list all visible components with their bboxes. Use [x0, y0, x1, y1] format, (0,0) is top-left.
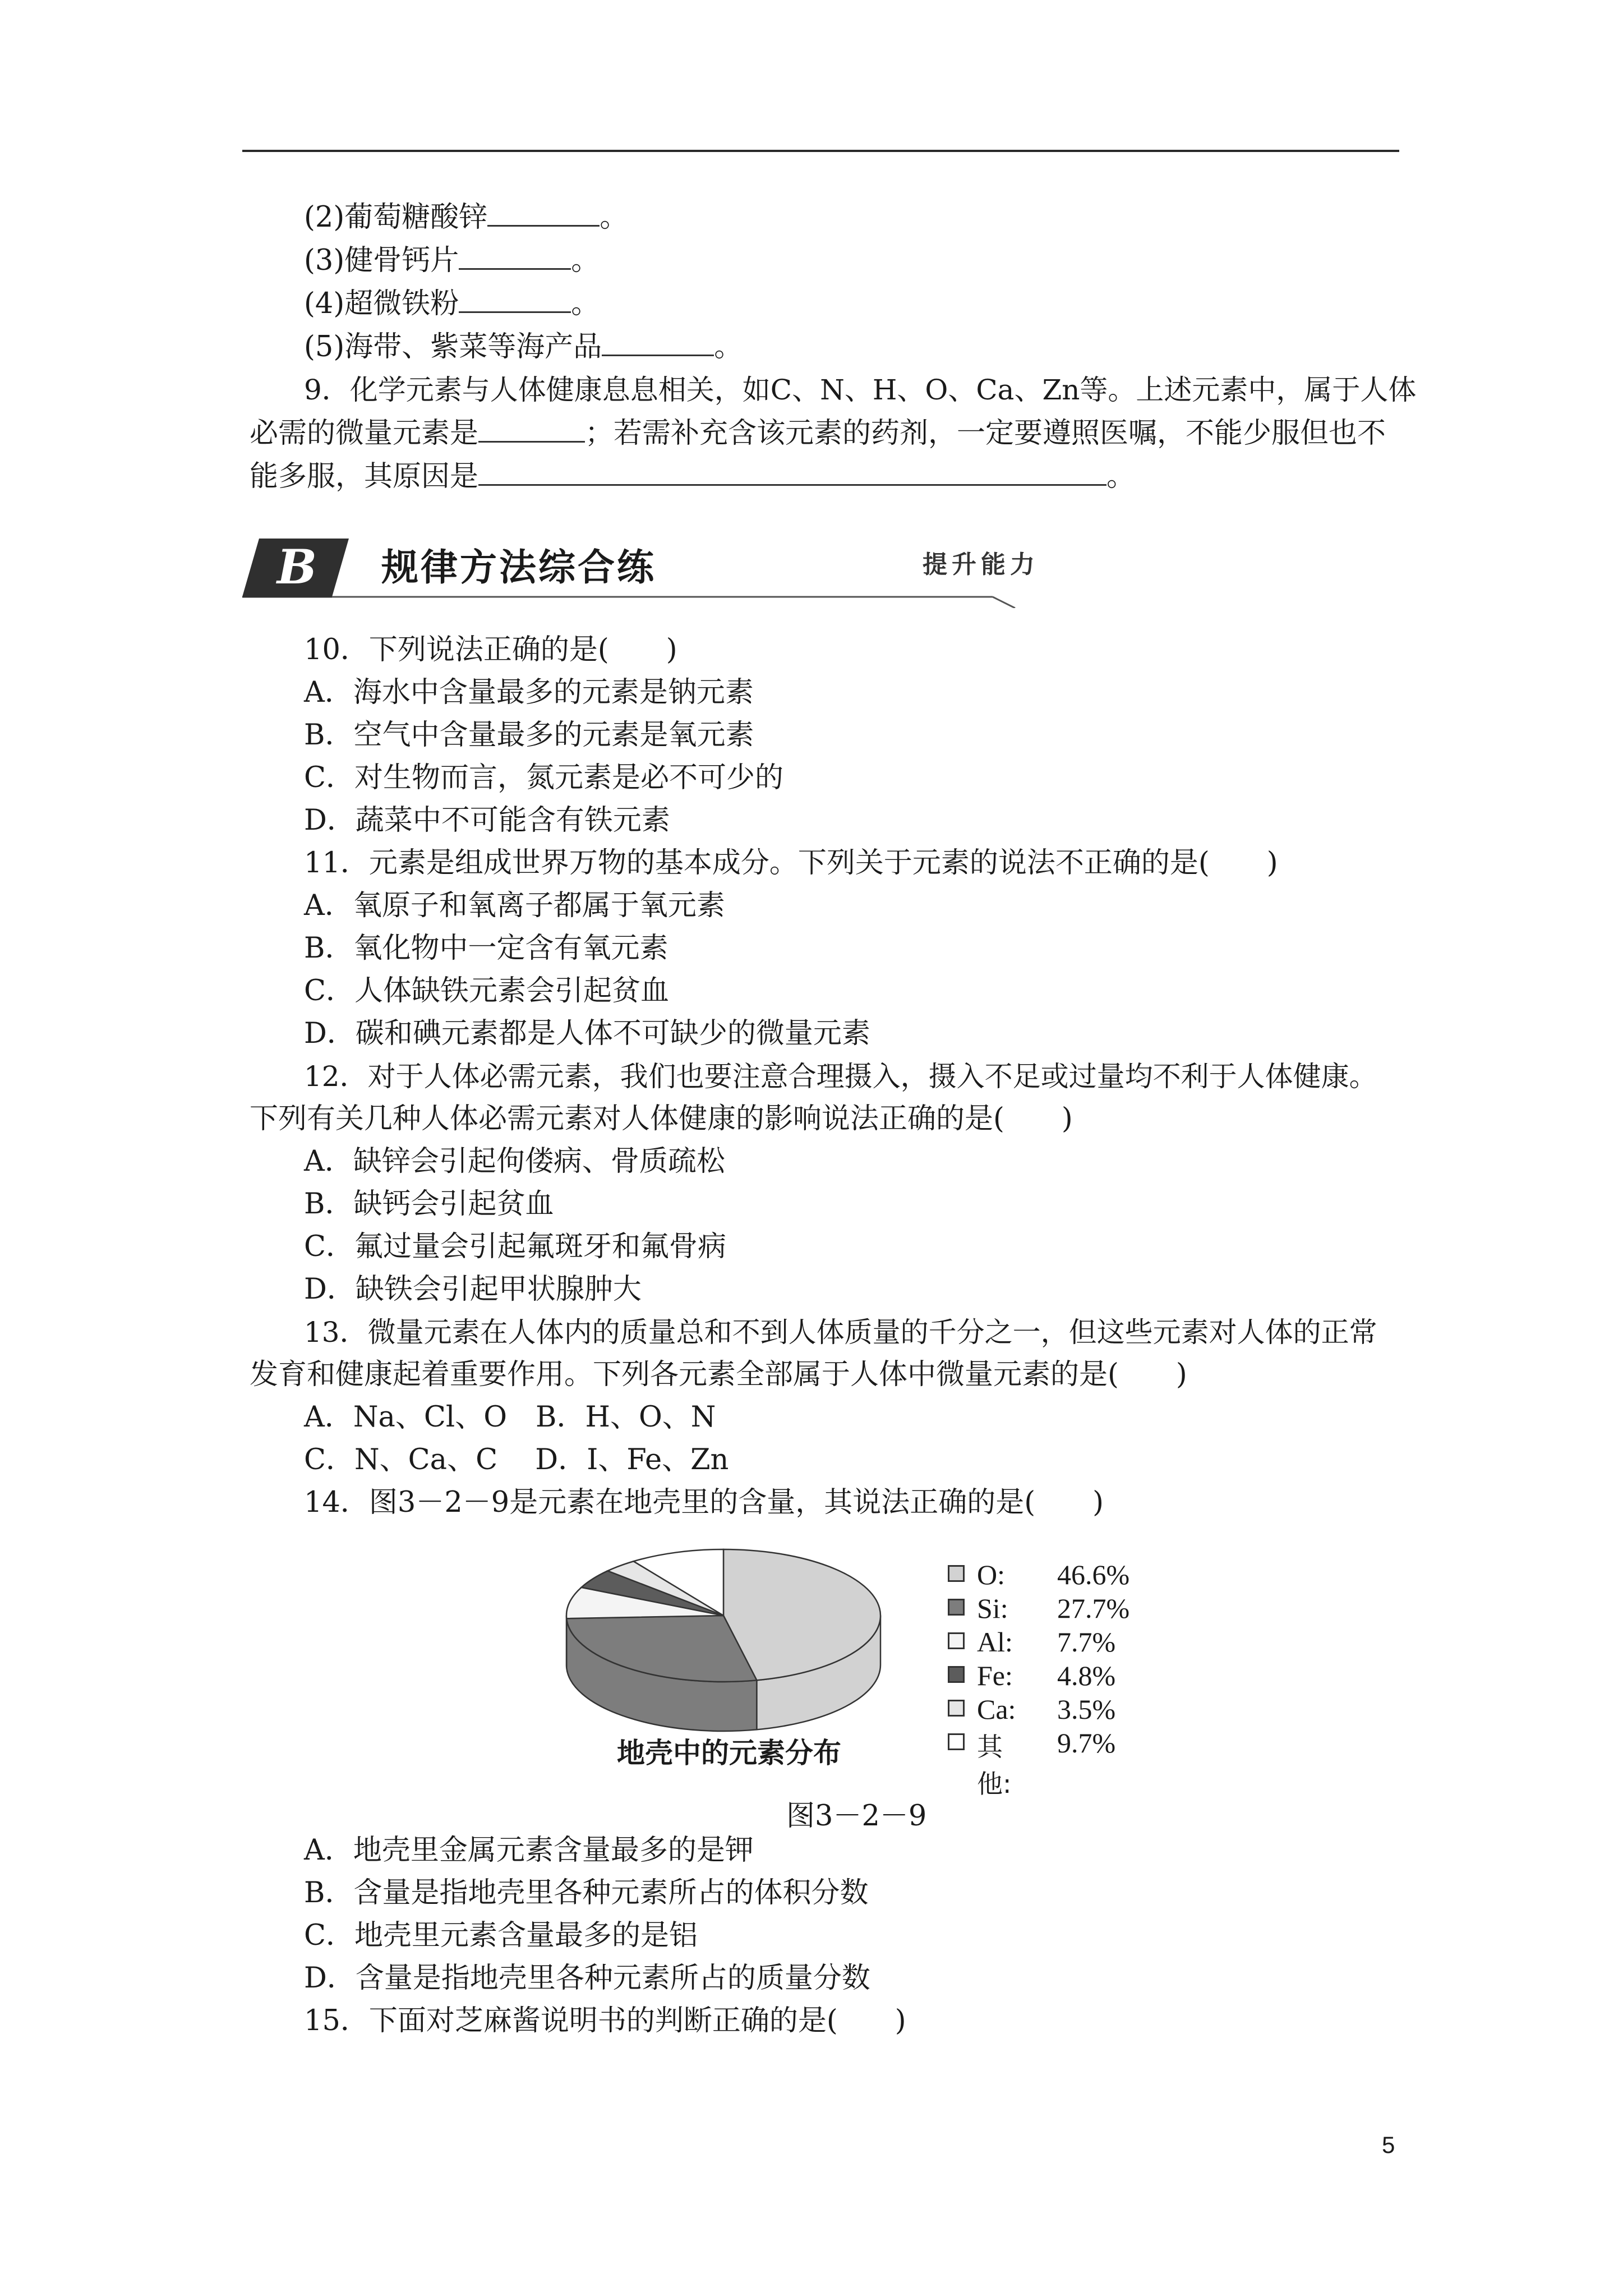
answer-blank[interactable]	[459, 242, 571, 270]
legend-label: Fe:	[977, 1660, 1013, 1691]
option[interactable]: C．对生物而言，氮元素是必不可少的	[304, 761, 784, 794]
question-stem: 发育和健康起着重要作用。下列各元素全部属于人体中微量元素的是( )	[250, 1358, 1187, 1391]
option[interactable]: C．人体缺铁元素会引起贫血	[304, 974, 670, 1007]
option[interactable]: A．氧原子和氧离子都属于氧元素	[304, 889, 725, 922]
question-stem: 13．微量元素在人体内的质量总和不到人体质量的千分之一，但这些元素对人体的正常	[304, 1316, 1377, 1349]
page-number: 5	[1382, 2132, 1395, 2158]
legend-value: 46.6%	[1057, 1559, 1130, 1590]
option[interactable]: B．氧化物中一定含有氧元素	[304, 932, 668, 965]
q8-item: (3)健骨钙片 。	[304, 242, 600, 279]
legend-swatch	[948, 1666, 965, 1683]
legend-swatch	[948, 1700, 965, 1717]
legend-swatch	[948, 1733, 965, 1750]
question-stem: 12．对于人体必需元素，我们也要注意合理摄入，摄入不足或过量均不利于人体健康。	[304, 1060, 1377, 1093]
option[interactable]: B．空气中含量最多的元素是氧元素	[304, 719, 754, 752]
legend-swatch	[948, 1632, 965, 1649]
legend-swatch	[948, 1599, 965, 1616]
section-letter: B	[277, 539, 317, 595]
legend-value: 3.5%	[1057, 1694, 1116, 1725]
question-stem: 10．下列说法正确的是( )	[304, 633, 677, 666]
answer-blank[interactable]	[487, 199, 600, 227]
q8-item: (5)海带、紫菜等海产品 。	[304, 329, 743, 365]
legend-value: 27.7%	[1057, 1593, 1130, 1624]
section-title: 规律方法综合练	[381, 546, 656, 589]
header-rule	[242, 150, 1399, 152]
answer-blank[interactable]	[478, 458, 1106, 486]
pie-chart	[555, 1537, 897, 1750]
figure-caption: 图3－2－9	[786, 1800, 927, 1833]
option[interactable]: C．N、Ca、C D．I、Fe、Zn	[304, 1443, 729, 1476]
q9-line: 能多服，其原因是 。	[250, 458, 1135, 495]
option[interactable]: D．蔬菜中不可能含有铁元素	[304, 804, 670, 837]
answer-blank[interactable]	[478, 415, 585, 443]
legend-value: 7.7%	[1057, 1626, 1116, 1658]
q9-line: 9．化学元素与人体健康息息相关，如C、N、H、O、Ca、Zn等。上述元素中，属于人体	[304, 374, 1417, 406]
option[interactable]: A．Na、Cl、O B．H、O、N	[304, 1401, 716, 1434]
legend-swatch	[948, 1565, 965, 1582]
question-stem: 15．下面对芝麻酱说明书的判断正确的是( )	[304, 2004, 906, 2037]
legend-label: 其他:	[977, 1732, 1012, 1799]
option[interactable]: D．碳和碘元素都是人体不可缺少的微量元素	[304, 1017, 870, 1050]
option[interactable]: B．缺钙会引起贫血	[304, 1188, 554, 1221]
option[interactable]: D．缺铁会引起甲状腺肿大	[304, 1273, 642, 1306]
option[interactable]: C．氟过量会引起氟斑牙和氟骨病	[304, 1230, 727, 1263]
question-stem: 下列有关几种人体必需元素对人体健康的影响说法正确的是( )	[250, 1102, 1073, 1135]
answer-blank[interactable]	[602, 329, 714, 356]
legend-value: 9.7%	[1057, 1727, 1116, 1759]
legend-value: 4.8%	[1057, 1660, 1116, 1691]
q8-item: (2)葡萄糖酸锌 。	[304, 199, 628, 236]
option[interactable]: D．含量是指地壳里各种元素所占的质量分数	[304, 1962, 870, 1995]
chart-title: 地壳中的元素分布	[617, 1737, 841, 1769]
option[interactable]: A．缺锌会引起佝偻病、骨质疏松	[304, 1145, 725, 1178]
option[interactable]: B．含量是指地壳里各种元素所占的体积分数	[304, 1876, 869, 1910]
q8-item: (4)超微铁粉 。	[304, 286, 600, 322]
question-stem: 14．图3－2－9是元素在地壳里的含量，其说法正确的是( )	[304, 1486, 1104, 1519]
legend-label: Al:	[977, 1626, 1013, 1658]
q9-line: 必需的微量元素是 ；若需补充含该元素的药剂，一定要遵照医嘱，不能少服但也不	[250, 415, 1386, 452]
answer-blank[interactable]	[459, 286, 571, 313]
legend-label: Ca:	[977, 1694, 1016, 1725]
legend-label: O:	[977, 1559, 1005, 1590]
option[interactable]: A．海水中含量最多的元素是钠元素	[304, 676, 754, 709]
question-stem: 11．元素是组成世界万物的基本成分。下列关于元素的说法不正确的是( )	[304, 846, 1278, 880]
section-subtitle: 提升能力	[923, 550, 1039, 579]
legend-label: Si:	[977, 1593, 1008, 1624]
option[interactable]: A．地壳里金属元素含量最多的是钾	[304, 1834, 754, 1867]
option[interactable]: C．地壳里元素含量最多的是铝	[304, 1919, 698, 1952]
